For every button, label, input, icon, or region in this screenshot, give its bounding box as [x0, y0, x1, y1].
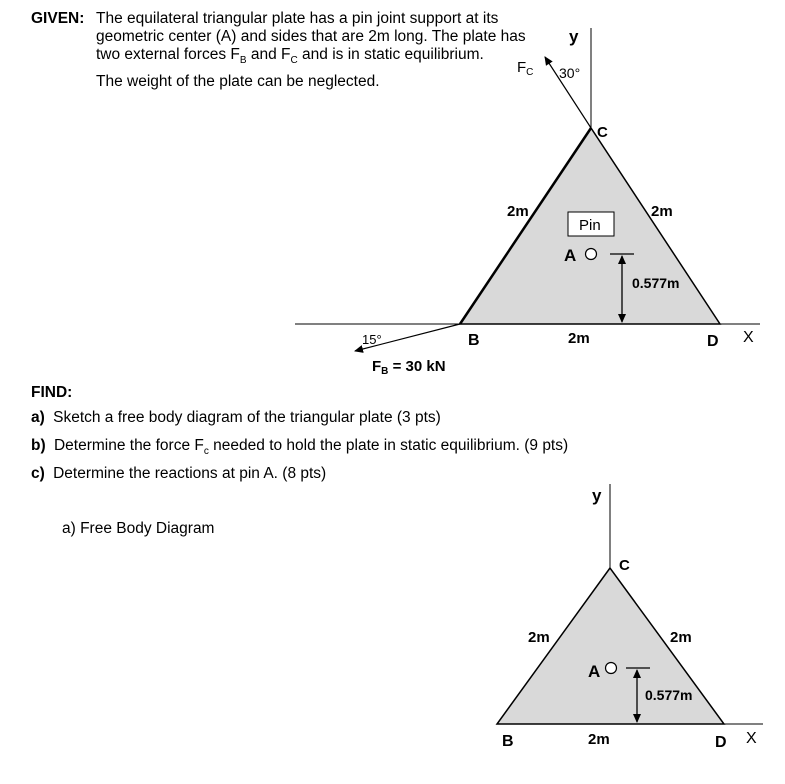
given-line-1: The equilateral triangular plate has a pin joint support at its — [96, 10, 499, 27]
side-bottom-label: 2m — [568, 330, 590, 347]
fbd-side-bottom-label: 2m — [588, 731, 610, 748]
fbd-point-a-circle — [606, 663, 617, 674]
find-item-a-key: a) — [31, 409, 45, 426]
fbd-y-axis-label: y — [592, 486, 602, 505]
fb-label — [372, 358, 446, 377]
given-line-3-part-a: two external forces F — [96, 46, 240, 63]
y-axis-label: y — [569, 27, 579, 46]
x-axis-label: X — [743, 329, 754, 346]
fbd-side-right-label: 2m — [670, 629, 692, 646]
given-line-3-part-b: and F — [246, 46, 291, 63]
fbd-vertex-c-label: C — [619, 557, 630, 574]
find-item-b-text-2: needed to hold the plate in static equilibrium. (9 pts) — [208, 437, 569, 454]
side-left-label: 2m — [507, 203, 529, 220]
given-line-2: geometric center (A) and sides that are 2m long. The plate has — [96, 28, 526, 45]
find-item-a — [31, 409, 441, 427]
fb-label-sub: B — [381, 366, 389, 377]
fbd-point-a-label: A — [588, 662, 601, 681]
fc-label-main: F — [517, 59, 527, 76]
fbd-vertex-b-label: B — [502, 733, 514, 750]
fbd-side-left-label: 2m — [528, 629, 550, 646]
fc-angle-label: 30° — [559, 65, 581, 81]
fbd-x-axis-label: X — [746, 730, 757, 747]
given-line-3-part-c: and is in static equilibrium. — [297, 46, 484, 63]
fb-label-value: = 30 kN — [388, 358, 446, 375]
fb-label-main: F — [372, 358, 382, 375]
find-item-b-key: b) — [31, 437, 46, 454]
given-line-3-sub-b: B — [239, 55, 247, 67]
find-item-b-sub: c — [203, 446, 209, 458]
pin-label: Pin — [579, 217, 601, 234]
vertex-c-label: C — [597, 124, 608, 141]
fc-label-sub: C — [526, 67, 534, 78]
find-heading: FIND: — [31, 384, 73, 401]
fb-angle-label: 15° — [362, 332, 382, 347]
vertex-d-label: D — [707, 333, 719, 350]
find-item-a-text: Sketch a free body diagram of the triangular plate (3 pts) — [53, 409, 441, 426]
find-item-b — [31, 437, 568, 457]
height-dim-label: 0.577m — [632, 275, 680, 291]
find-item-c-key: c) — [31, 465, 45, 482]
find-item-c-text: Determine the reactions at pin A. (8 pts) — [53, 465, 327, 482]
fbd-title: a) Free Body Diagram — [62, 520, 215, 537]
given-line-4: The weight of the plate can be neglected. — [96, 73, 380, 90]
side-right-label: 2m — [651, 203, 673, 220]
point-a-circle — [586, 249, 597, 260]
fbd-vertex-d-label: D — [715, 734, 727, 751]
find-item-b-text — [53, 437, 569, 458]
free-body-diagram — [0, 480, 785, 784]
fbd-height-dim-label: 0.577m — [645, 687, 693, 703]
fc-label — [517, 59, 533, 78]
given-heading: GIVEN: — [31, 10, 85, 27]
point-a-label: A — [564, 246, 577, 265]
vertex-b-label: B — [468, 332, 480, 349]
given-line-3-sub-c: C — [290, 55, 298, 67]
find-item-b-text-1: Determine the force F — [53, 437, 204, 454]
